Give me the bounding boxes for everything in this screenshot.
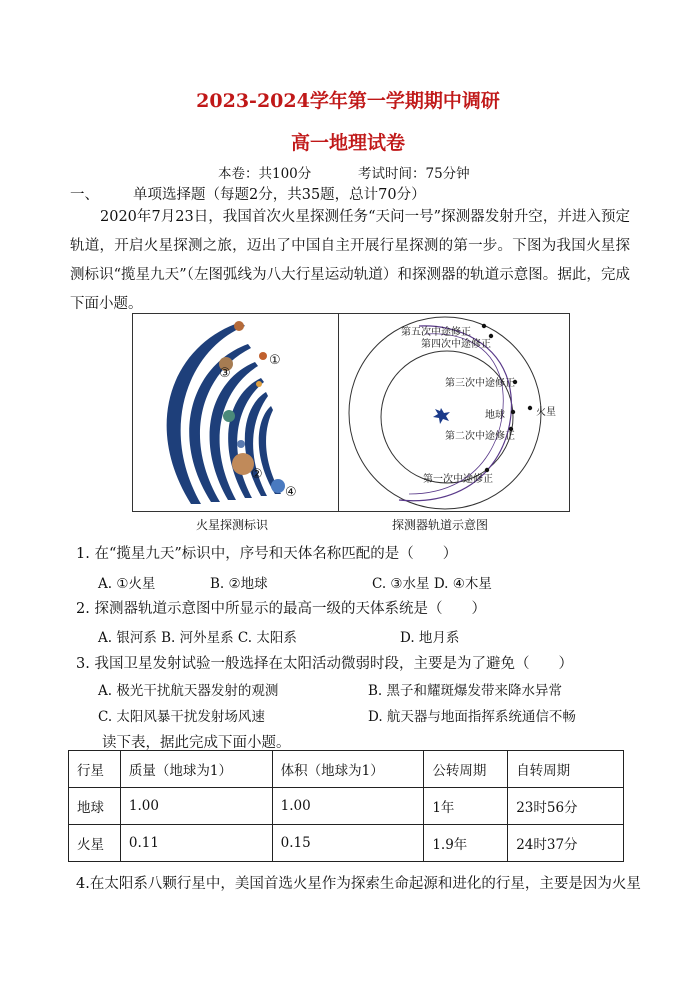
planet-dot [271, 479, 285, 493]
table-cell: 1.00 [272, 788, 424, 825]
planet-dot [259, 352, 267, 360]
page-subtitle: 高一地理试卷 [290, 132, 405, 154]
table-intro: 读下表，据此完成下面小题。 [102, 735, 291, 751]
earth-dot [511, 410, 515, 414]
table-cell: 0.11 [120, 825, 272, 862]
label-fourth-correction: 第四次中途修正 [421, 339, 491, 350]
section-number: 一、 [70, 187, 99, 203]
marker-2: ② [251, 467, 263, 482]
label-mars: 火星 [536, 407, 556, 418]
planet-table [68, 750, 624, 862]
q3-option-d: D. 航天器与地面指挥系统通信不畅 [368, 709, 576, 725]
q3-option-b: B. 黑子和耀斑爆发带来降水异常 [368, 683, 563, 699]
question-2-stem: 2. 探测器轨道示意图中所显示的最高一级的天体系统是（ ） [76, 601, 486, 617]
mars-logo-graphic [133, 314, 338, 512]
table-header: 质量（地球为1） [120, 751, 272, 788]
label-third-correction: 第三次中途修正 [445, 378, 515, 389]
planet-dot [223, 410, 235, 422]
marker-3: ③ [219, 366, 231, 381]
table-header: 公转周期 [424, 751, 508, 788]
left-figure-caption: 火星探测标识 [196, 518, 269, 532]
question-1-stem: 1. 在“揽星九天”标识中，序号和天体名称匹配的是（ ） [76, 546, 458, 562]
time-info: 考试时间：75分钟 [358, 166, 470, 182]
q3-option-c: C. 太阳风暴干扰发射场风速 [98, 709, 265, 725]
question-3-stem: 3. 我国卫星发射试验一般选择在太阳活动微弱时段，主要是为了避免（ ） [76, 656, 573, 672]
table-cell: 23时56分 [508, 788, 624, 825]
table-header: 体积（地球为1） [272, 751, 424, 788]
q1-option-cd: C. ③水星 D. ④木星 [372, 576, 492, 592]
question-4-stem: 4.在太阳系八颗行星中，美国首选火星作为探索生命起源和进化的行星，主要是因为火星 [76, 876, 641, 892]
q1-option-b: B. ②地球 [210, 576, 268, 592]
orbit-diagram [339, 314, 571, 512]
correction-dot-4 [489, 334, 493, 338]
table-cell: 0.15 [272, 825, 424, 862]
marker-1: ① [269, 353, 281, 368]
table-cell: 地球 [69, 788, 121, 825]
q2-option-d: D. 地月系 [400, 630, 460, 646]
table-cell: 1年 [424, 788, 508, 825]
q1-option-a: A. ①火星 [98, 576, 156, 592]
mars-dot [528, 406, 532, 410]
planet-dot [234, 321, 244, 331]
label-fifth-correction: 第五次中途修正 [401, 327, 471, 338]
table-cell: 火星 [69, 825, 121, 862]
table-cell: 1.00 [120, 788, 272, 825]
table-row [69, 788, 624, 825]
marker-4: ④ [285, 485, 297, 500]
q3-option-a: A. 极光干扰航天器发射的观测 [98, 683, 279, 699]
table-row [69, 825, 624, 862]
sun-icon [433, 408, 450, 424]
planet-dot [237, 440, 245, 448]
correction-dot-5 [482, 324, 486, 328]
correction-dot-1 [485, 468, 489, 472]
table-cell: 24时37分 [508, 825, 624, 862]
table-header: 行星 [69, 751, 121, 788]
q2-option-abc: A. 银河系 B. 河外星系 C. 太阳系 [98, 630, 297, 646]
right-figure-caption: 探测器轨道示意图 [392, 518, 489, 532]
label-second-correction: 第二次中途修正 [445, 431, 515, 442]
section-title: 单项选择题（每题2分，共35题，总计70分） [133, 187, 426, 203]
table-cell: 1.9年 [424, 825, 508, 862]
table-header: 自转周期 [508, 751, 624, 788]
figure-panel [132, 313, 570, 512]
label-earth: 地球 [485, 410, 505, 421]
planet-dot [256, 381, 262, 387]
label-first-correction: 第一次中途修正 [423, 474, 493, 485]
intro-paragraph: 2020年7月23日，我国首次火星探测任务“天问一号”探测器发射升空，并进入预定轨道，开启火星探测之旅，迈出了中国自主开展行星探测的第一步。下图为我国火星探测标识“揽星九天”（左图弧线为八大行星运动轨道）和探测器的轨道示意图。据此，完成下面小题。 [70, 209, 630, 312]
table-header-row [69, 751, 624, 788]
score-info: 本卷：共100分 [218, 166, 312, 182]
page-title: 2023-2024学年第一学期期中调研 [196, 90, 500, 112]
